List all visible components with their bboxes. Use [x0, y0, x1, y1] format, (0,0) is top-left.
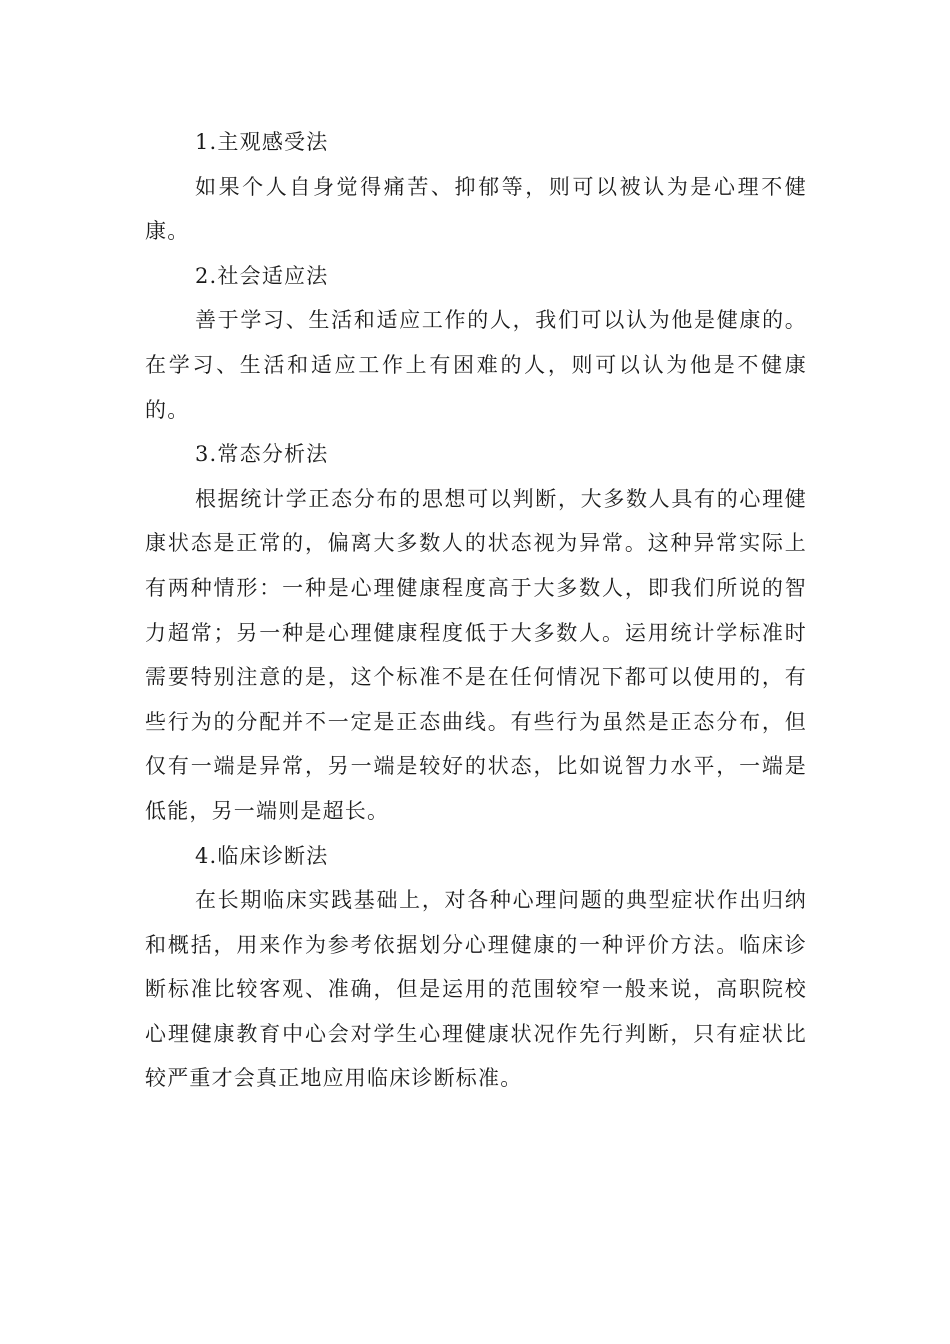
section-paragraph: 在长期临床实践基础上，对各种心理问题的典型症状作出归纳和概括，用来作为参考依据划分心理健康的一种评价方法。临床诊断标准比较客观、准确，但是运用的范围较窄一般来说，高职院校心理健康教育中心会对学生心理健康状况作先行判断，只有症状比较严重才会真正地应用临床诊断标准。	[145, 888, 807, 1091]
section-heading: 4.临床诊断法	[195, 843, 329, 868]
section-heading: 1.主观感受法	[195, 130, 329, 154]
section-heading: 3.常态分析法	[195, 442, 329, 467]
section-social-adaptation	[145, 254, 807, 432]
section-heading: 2.社会适应法	[195, 263, 329, 288]
section-subjective-feeling	[145, 120, 807, 254]
document-page	[145, 120, 807, 1101]
section-paragraph: 根据统计学正态分布的思想可以判断，大多数人具有的心理健康状态是正常的，偏离大多数人的状态视为异常。这种异常实际上有两种情形：一种是心理健康程度高于大多数人，即我们所说的智力超常；另一种是心理健康程度低于大多数人。运用统计学标准时需要特别注意的是，这个标准不是在任何情况下都可以使用的，有些行为的分配并不一定是正态曲线。有些行为虽然是正态分布，但仅有一端是异常，另一端是较好的状态，比如说智力水平，一端是低能，另一端则是超长。	[145, 486, 807, 823]
section-clinical-diagnosis	[145, 834, 807, 1102]
section-paragraph: 善于学习、生活和适应工作的人，我们可以认为他是健康的。在学习、生活和适应工作上有困难的人，则可以认为他是不健康的。	[145, 308, 807, 422]
section-normal-analysis	[145, 432, 807, 833]
section-paragraph: 如果个人自身觉得痛苦、抑郁等，则可以被认为是心理不健康。	[145, 174, 807, 244]
